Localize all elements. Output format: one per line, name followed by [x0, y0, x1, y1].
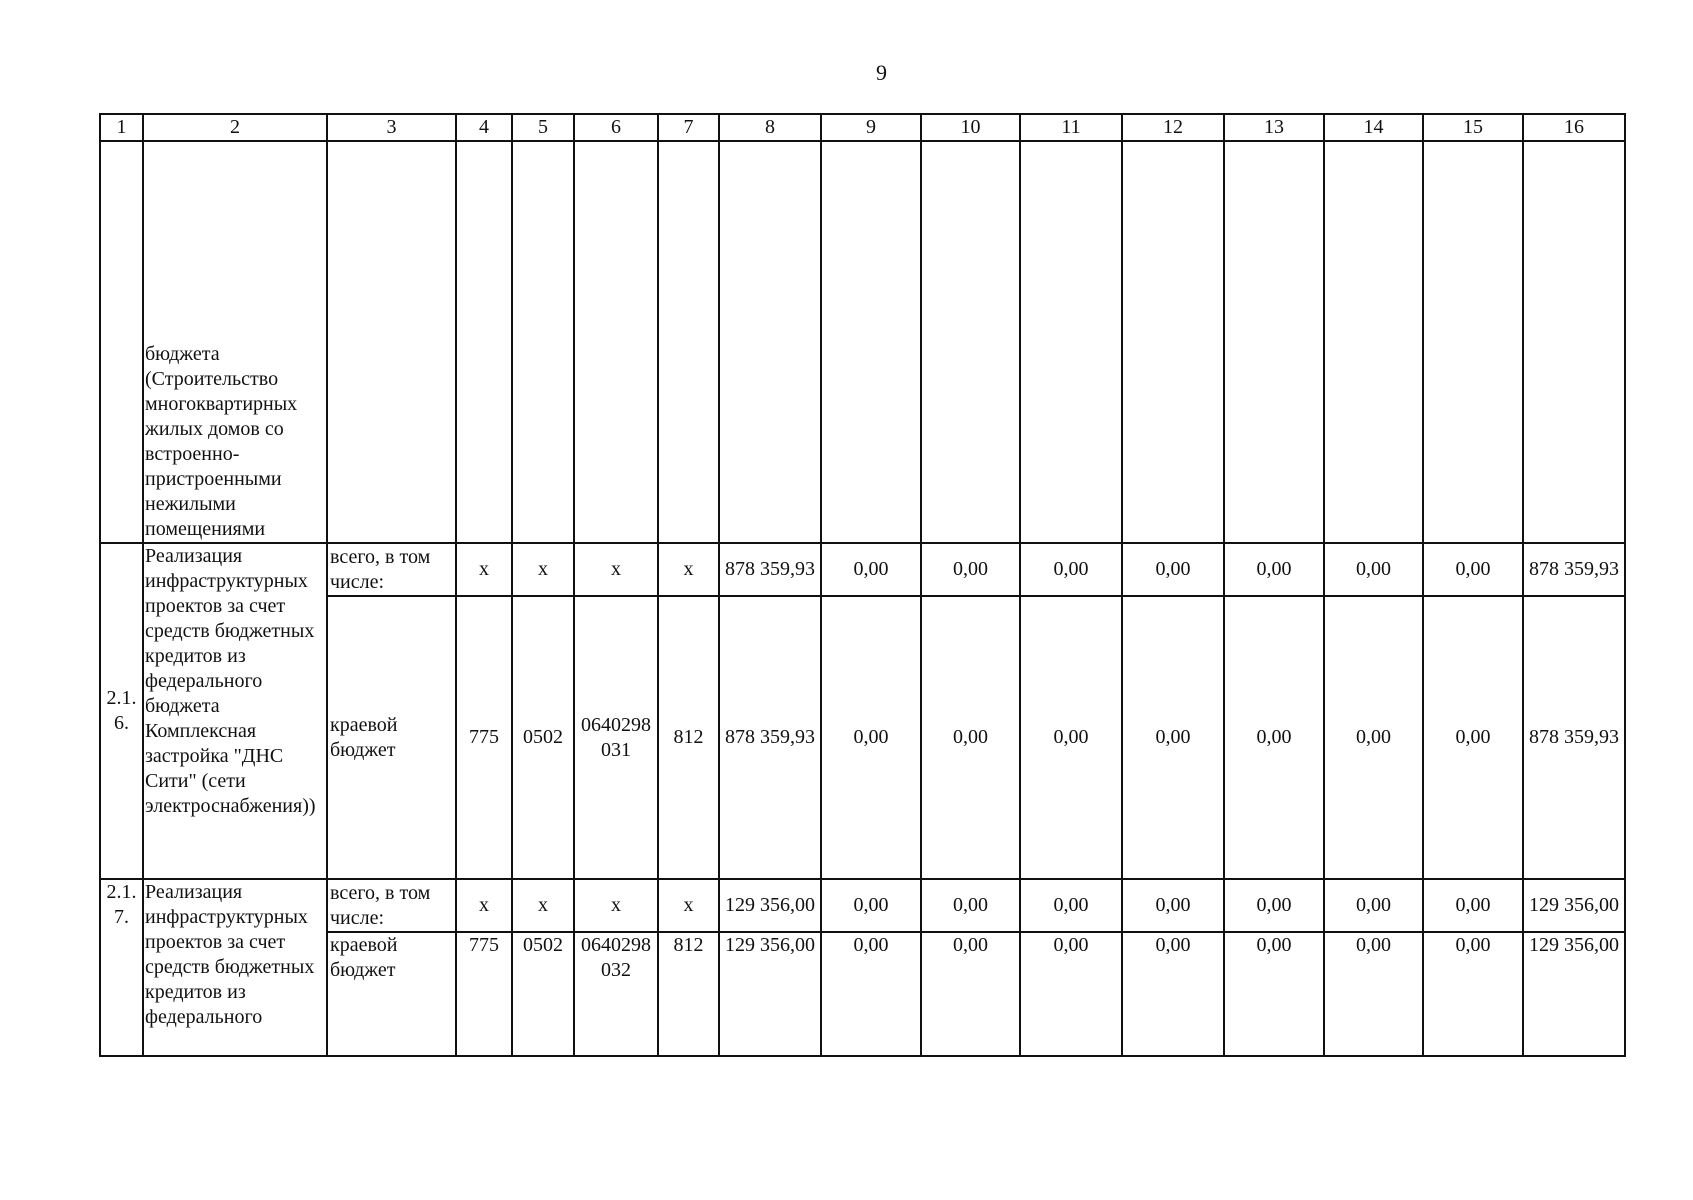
cell-c13: 0,00 — [1224, 543, 1324, 596]
cell-c5: 0502 — [512, 932, 574, 1056]
column-header: 11 — [1020, 114, 1122, 141]
cell-c6: х — [574, 879, 658, 932]
table-row — [100, 879, 1625, 932]
cell-c11: 0,00 — [1020, 932, 1122, 1056]
column-header: 16 — [1523, 114, 1625, 141]
cell-c16: 878 359,93 — [1523, 596, 1625, 879]
cell-c5: х — [512, 543, 574, 596]
cell-c11: 0,00 — [1020, 879, 1122, 932]
cell-c7: х — [658, 879, 719, 932]
cell-c10: 0,00 — [921, 879, 1020, 932]
funding-source: краевой бюджет — [327, 596, 456, 879]
cell-c14: 0,00 — [1324, 596, 1423, 879]
cell-c8: 878 359,93 — [719, 543, 821, 596]
cell-c6: 0640298032 — [574, 932, 658, 1056]
column-header: 8 — [719, 114, 821, 141]
cell-c10: 0,00 — [921, 932, 1020, 1056]
column-header: 12 — [1122, 114, 1224, 141]
column-header: 1 — [100, 114, 143, 141]
column-header: 7 — [658, 114, 719, 141]
row-number: 2.1.6. — [100, 543, 143, 879]
cell-c10: 0,00 — [921, 543, 1020, 596]
cell-c5: х — [512, 879, 574, 932]
cell-c7: 812 — [658, 932, 719, 1056]
column-header: 15 — [1423, 114, 1523, 141]
page-number: 9 — [876, 60, 887, 85]
cell-c10: 0,00 — [921, 596, 1020, 879]
column-header: 4 — [456, 114, 512, 141]
column-header: 10 — [921, 114, 1020, 141]
column-header: 13 — [1224, 114, 1324, 141]
cell-c9: 0,00 — [821, 543, 921, 596]
cell-c5: 0502 — [512, 596, 574, 879]
cell-c4: х — [456, 879, 512, 932]
continuation-row — [100, 141, 1625, 543]
row-number: 2.1.7. — [100, 879, 143, 1056]
column-header: 14 — [1324, 114, 1423, 141]
cell-c11: 0,00 — [1020, 596, 1122, 879]
table-row — [100, 932, 1625, 1056]
cell-c12: 0,00 — [1122, 543, 1224, 596]
cell-c13: 0,00 — [1224, 879, 1324, 932]
cell-c15: 0,00 — [1423, 879, 1523, 932]
cell-c14: 0,00 — [1324, 543, 1423, 596]
column-header: 2 — [143, 114, 327, 141]
cell-c15: 0,00 — [1423, 596, 1523, 879]
cell-c9: 0,00 — [821, 932, 921, 1056]
cell-c4: 775 — [456, 932, 512, 1056]
column-header: 5 — [512, 114, 574, 141]
cell-c7: 812 — [658, 596, 719, 879]
cell-c15: 0,00 — [1423, 543, 1523, 596]
cell-c11: 0,00 — [1020, 543, 1122, 596]
budget-table — [99, 113, 1626, 1057]
cell-c16: 878 359,93 — [1523, 543, 1625, 596]
column-header: 6 — [574, 114, 658, 141]
row-name: Реализация инфраструктурных проектов за счет средств бюджетных кредитов из федерального — [143, 879, 327, 1056]
cell-c9: 0,00 — [821, 596, 921, 879]
cell-c14: 0,00 — [1324, 932, 1423, 1056]
column-header: 9 — [821, 114, 921, 141]
row-name: Реализация инфраструктурных проектов за счет средств бюджетных кредитов из федерального бюджета Комплексная застройка "ДНС Сити" (сети электроснабжения)) — [143, 543, 327, 879]
cell-c8: 129 356,00 — [719, 932, 821, 1056]
cell-c12: 0,00 — [1122, 932, 1224, 1056]
cell-c13: 0,00 — [1224, 596, 1324, 879]
cell-c6: х — [574, 543, 658, 596]
funding-source: всего, в том числе: — [327, 879, 456, 932]
cell-c12: 0,00 — [1122, 596, 1224, 879]
cell-c7: х — [658, 543, 719, 596]
cell-c8: 129 356,00 — [719, 879, 821, 932]
cell-c12: 0,00 — [1122, 879, 1224, 932]
table-row — [100, 543, 1625, 596]
cell-c13: 0,00 — [1224, 932, 1324, 1056]
table-row — [100, 596, 1625, 879]
cell-c15: 0,00 — [1423, 932, 1523, 1056]
cell-c14: 0,00 — [1324, 879, 1423, 932]
cell-c16: 129 356,00 — [1523, 932, 1625, 1056]
cell-c4: х — [456, 543, 512, 596]
cell-c8: 878 359,93 — [719, 596, 821, 879]
cell-c9: 0,00 — [821, 879, 921, 932]
funding-source: всего, в том числе: — [327, 543, 456, 596]
continuation-name-cell: бюджета (Строительство многоквартирных жилых домов со встроенно-пристроенными нежилыми помещениями — [143, 141, 327, 543]
cell-c6: 0640298031 — [574, 596, 658, 879]
funding-source: краевой бюджет — [327, 932, 456, 1056]
column-number-row — [100, 114, 1625, 141]
column-header: 3 — [327, 114, 456, 141]
cell-c16: 129 356,00 — [1523, 879, 1625, 932]
cell-c4: 775 — [456, 596, 512, 879]
